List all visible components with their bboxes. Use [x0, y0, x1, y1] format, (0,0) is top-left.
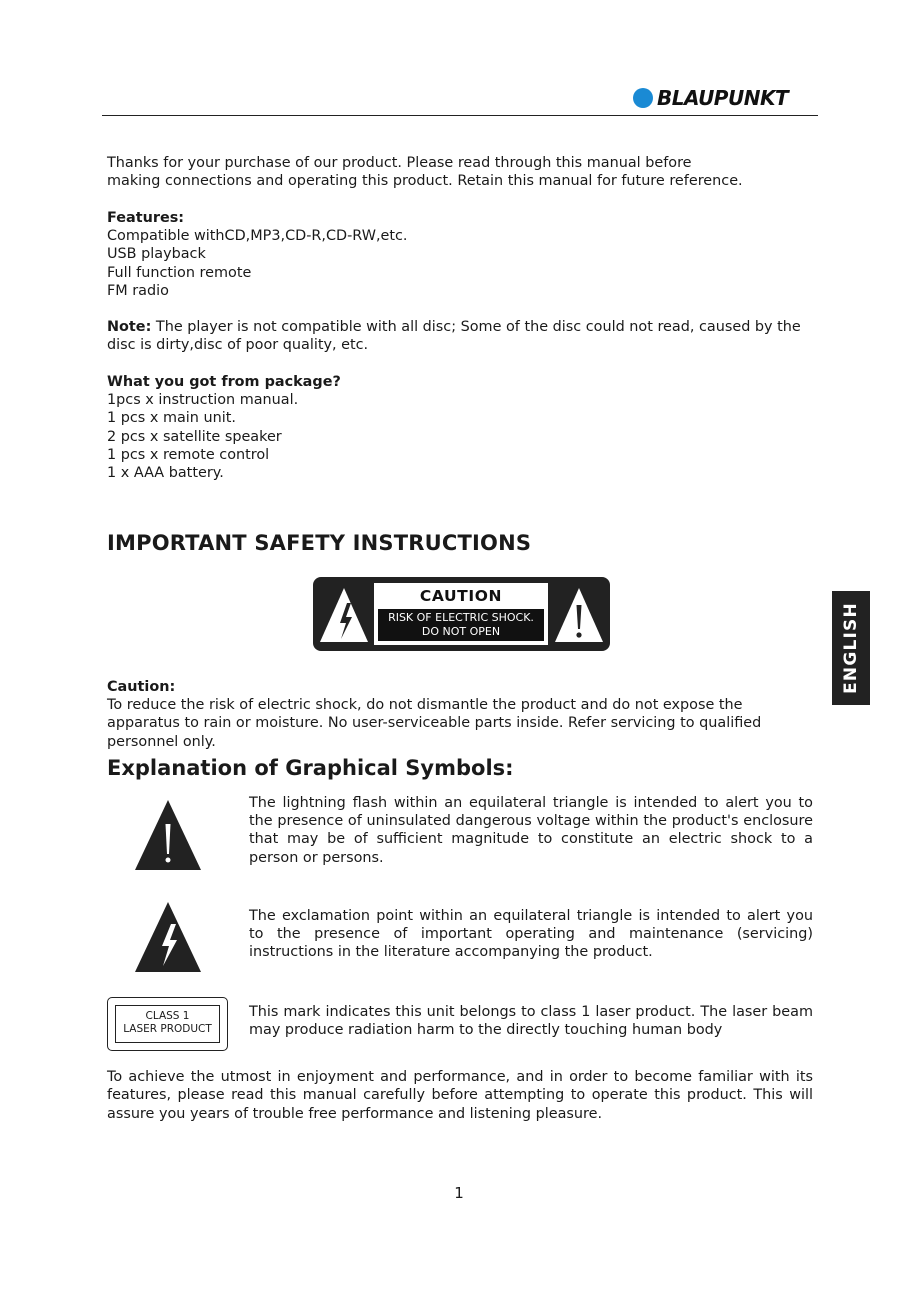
- closing-paragraph: To achieve the utmost in enjoyment and performance, and in order to become familiar with its features, please read this manual carefully before attempting to operate this product. This will assure you years of trouble free performance and listening pleasure.: [107, 1069, 813, 1122]
- caution-label: [313, 577, 610, 651]
- caution-label-center: [374, 583, 548, 645]
- package-item: 1pcs x instruction manual.: [107, 392, 299, 409]
- package-heading: What you got from package?: [107, 374, 341, 390]
- caution-text: To reduce the risk of electric shock, do not dismantle the product and do not expose the apparatus to rain or moisture. No user-serviceable parts inside. Refer servicing to qualified personnel only.: [107, 697, 762, 750]
- note-label: Note:: [107, 319, 152, 335]
- package-item: 2 pcs x satellite speaker: [107, 428, 282, 445]
- caution-line-1: RISK OF ELECTRIC SHOCK.: [388, 611, 534, 624]
- symbol-3-description: This mark indicates this unit belongs to class 1 laser product. The laser beam may produce radiation harm to the directly touching human body: [249, 1004, 813, 1039]
- header-divider: [102, 115, 818, 116]
- caution-warning-strip: [378, 609, 544, 641]
- laser-label-line-2: LASER PRODUCT: [123, 1022, 212, 1035]
- exclamation-triangle-icon: [133, 798, 203, 872]
- note-section: [107, 318, 813, 354]
- features-section: [107, 209, 607, 300]
- language-side-tab: [832, 591, 870, 705]
- lightning-triangle-icon: [133, 900, 203, 974]
- brand-logo: [633, 86, 813, 110]
- symbol-1-description: The lightning flash within an equilateral triangle is intended to alert you to the presence of uninsulated dangerous voltage within the product's enclosure that may be of sufficient magnitude to constitute an electric shock to a person or persons.: [249, 795, 813, 866]
- intro-paragraph: [107, 154, 747, 190]
- caution-title: CAUTION: [419, 587, 503, 605]
- caution-section: [107, 678, 813, 751]
- package-item: 1 pcs x main unit.: [107, 410, 236, 427]
- feature-item: Full function remote: [107, 264, 252, 281]
- logo-dot-icon: [633, 88, 653, 108]
- page-number: 1: [454, 1184, 464, 1202]
- feature-item: FM radio: [107, 282, 169, 299]
- safety-heading: IMPORTANT SAFETY INSTRUCTIONS: [107, 531, 532, 555]
- package-item: 1 pcs x remote control: [107, 446, 270, 463]
- caution-line-2: DO NOT OPEN: [421, 625, 501, 638]
- language-side-tab-label: ENGLISH: [841, 602, 861, 694]
- caution-heading: Caution:: [107, 679, 176, 695]
- package-section: [107, 373, 607, 482]
- feature-item: USB playback: [107, 246, 206, 263]
- symbol-2-description: The exclamation point within an equilateral triangle is intended to alert you to the presence of important operating and maintenance (servicing) instructions in the literature accompanying the product.: [249, 908, 813, 961]
- laser-label-inner: [115, 1005, 220, 1043]
- feature-item: Compatible withCD,MP3,CD-R,CD-RW,etc.: [107, 228, 408, 245]
- laser-class-label: [107, 997, 228, 1051]
- package-item: 1 x AAA battery.: [107, 465, 224, 482]
- features-heading: Features:: [107, 210, 185, 226]
- laser-label-line-1: CLASS 1: [145, 1010, 190, 1022]
- lightning-triangle-icon: [318, 585, 370, 645]
- logo-text: BLAUPUNKT: [657, 86, 789, 110]
- symbols-heading: Explanation of Graphical Symbols:: [107, 756, 514, 780]
- note-text: The player is not compatible with all disc; Some of the disc could not read, caused by the disc is dirty,disc of poor quality, etc.: [107, 319, 801, 354]
- exclamation-triangle-icon: [553, 585, 605, 645]
- intro-text: Thanks for your purchase of our product. Please read through this manual before making connections and operating this product. Retain this manual for future reference.: [107, 155, 743, 190]
